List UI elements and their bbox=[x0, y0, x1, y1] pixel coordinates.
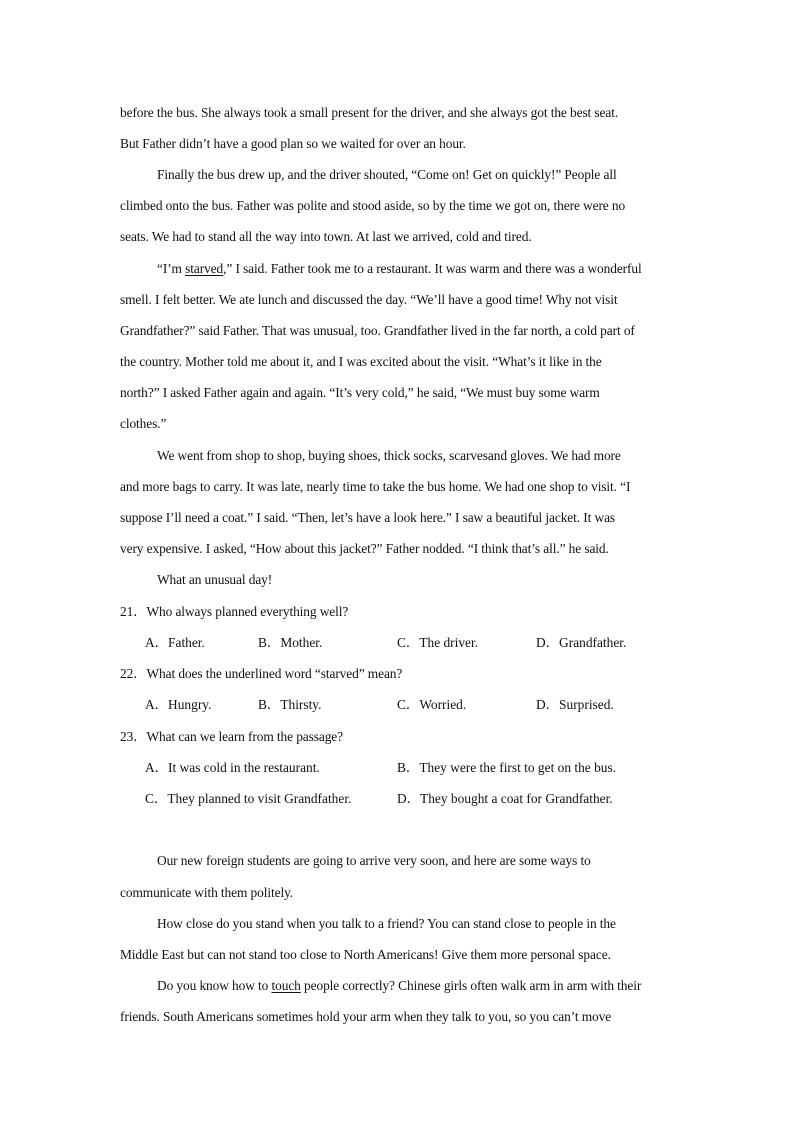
question-22-option-c: C．Worried. bbox=[397, 697, 467, 712]
passage2-line: communicate with them politely. bbox=[120, 885, 294, 900]
text-segment: Do you know how to bbox=[157, 978, 272, 993]
passage1-line: the country. Mother told me about it, and I was excited about the visit. “What’s it like in the bbox=[120, 354, 602, 369]
text-segment: ,” I said. Father took me to a restaurant. It was warm and there was a wonderful bbox=[223, 261, 642, 276]
passage1-line: climbed onto the bus. Father was polite and stood aside, so by the time we got on, there were no bbox=[120, 198, 626, 213]
passage1-line: Grandfather?” said Father. That was unusual, too. Grandfather lived in the far north, a cold part of bbox=[120, 323, 635, 338]
question-21-option-c: C．The driver. bbox=[397, 635, 479, 650]
passage2-line: Middle East but can not stand too close to North Americans! Give them more personal space. bbox=[120, 947, 611, 962]
question-21-stem: 21．Who always planned everything well? bbox=[120, 604, 349, 619]
passage1-line: smell. I felt better. We ate lunch and discussed the day. “We’ll have a good time! Why not visit bbox=[120, 292, 618, 307]
passage1-paragraph-start bbox=[157, 261, 717, 277]
passage2-line: friends. South Americans sometimes hold your arm when they talk to you, so you can’t move bbox=[120, 1009, 612, 1024]
question-23-option-b: B．They were the first to get on the bus. bbox=[397, 760, 617, 775]
question-23-option-d: D．They bought a coat for Grandfather. bbox=[397, 791, 613, 806]
question-21-option-a: A．Father. bbox=[145, 635, 205, 650]
passage2-paragraph-start bbox=[157, 978, 717, 994]
question-21-option-d: D．Grandfather. bbox=[536, 635, 627, 650]
question-22-stem: 22．What does the underlined word “starved” mean? bbox=[120, 666, 403, 681]
passage2-paragraph-start: How close do you stand when you talk to a friend? You can stand close to people in the bbox=[157, 916, 616, 931]
text-segment: people correctly? Chinese girls often walk arm in arm with their bbox=[300, 978, 642, 993]
passage1-line: north?” I asked Father again and again. “It’s very cold,” he said, “We must buy some warm bbox=[120, 385, 600, 400]
passage1-line: But Father didn’t have a good plan so we waited for over an hour. bbox=[120, 136, 466, 151]
question-23-option-c: C．They planned to visit Grandfather. bbox=[145, 791, 352, 806]
passage2-paragraph-start: Our new foreign students are going to arrive very soon, and here are some ways to bbox=[157, 853, 591, 868]
passage1-line: suppose I’ll need a coat.” I said. “Then, let’s have a look here.” I saw a beautiful jacket. It was bbox=[120, 510, 616, 525]
passage1-line: and more bags to carry. It was late, nearly time to take the bus home. We had one shop to visit. “I bbox=[120, 479, 631, 494]
question-23-stem: 23．What can we learn from the passage? bbox=[120, 729, 343, 744]
passage1-paragraph-start: Finally the bus drew up, and the driver shouted, “Come on! Get on quickly!” People all bbox=[157, 167, 617, 182]
passage1-paragraph-start: We went from shop to shop, buying shoes, thick socks, scarvesand gloves. We had more bbox=[157, 448, 621, 463]
underlined-word-touch: touch bbox=[271, 978, 301, 993]
question-23-option-a: A．It was cold in the restaurant. bbox=[145, 760, 320, 775]
passage1-line: before the bus. She always took a small present for the driver, and she always got the best seat. bbox=[120, 105, 619, 120]
question-21-option-b: B．Mother. bbox=[258, 635, 323, 650]
passage1-line: clothes.” bbox=[120, 416, 167, 431]
underlined-word-starved: starved bbox=[185, 261, 224, 276]
question-22-option-a: A．Hungry. bbox=[145, 697, 212, 712]
question-22-option-d: D．Surprised. bbox=[536, 697, 614, 712]
question-22-option-b: B．Thirsty. bbox=[258, 697, 322, 712]
text-segment: “I’m bbox=[157, 261, 186, 276]
passage1-paragraph-start: What an unusual day! bbox=[157, 572, 273, 587]
passage1-line: seats. We had to stand all the way into town. At last we arrived, cold and tired. bbox=[120, 229, 532, 244]
passage1-line: very expensive. I asked, “How about this jacket?” Father nodded. “I think that’s all.” he said. bbox=[120, 541, 609, 556]
